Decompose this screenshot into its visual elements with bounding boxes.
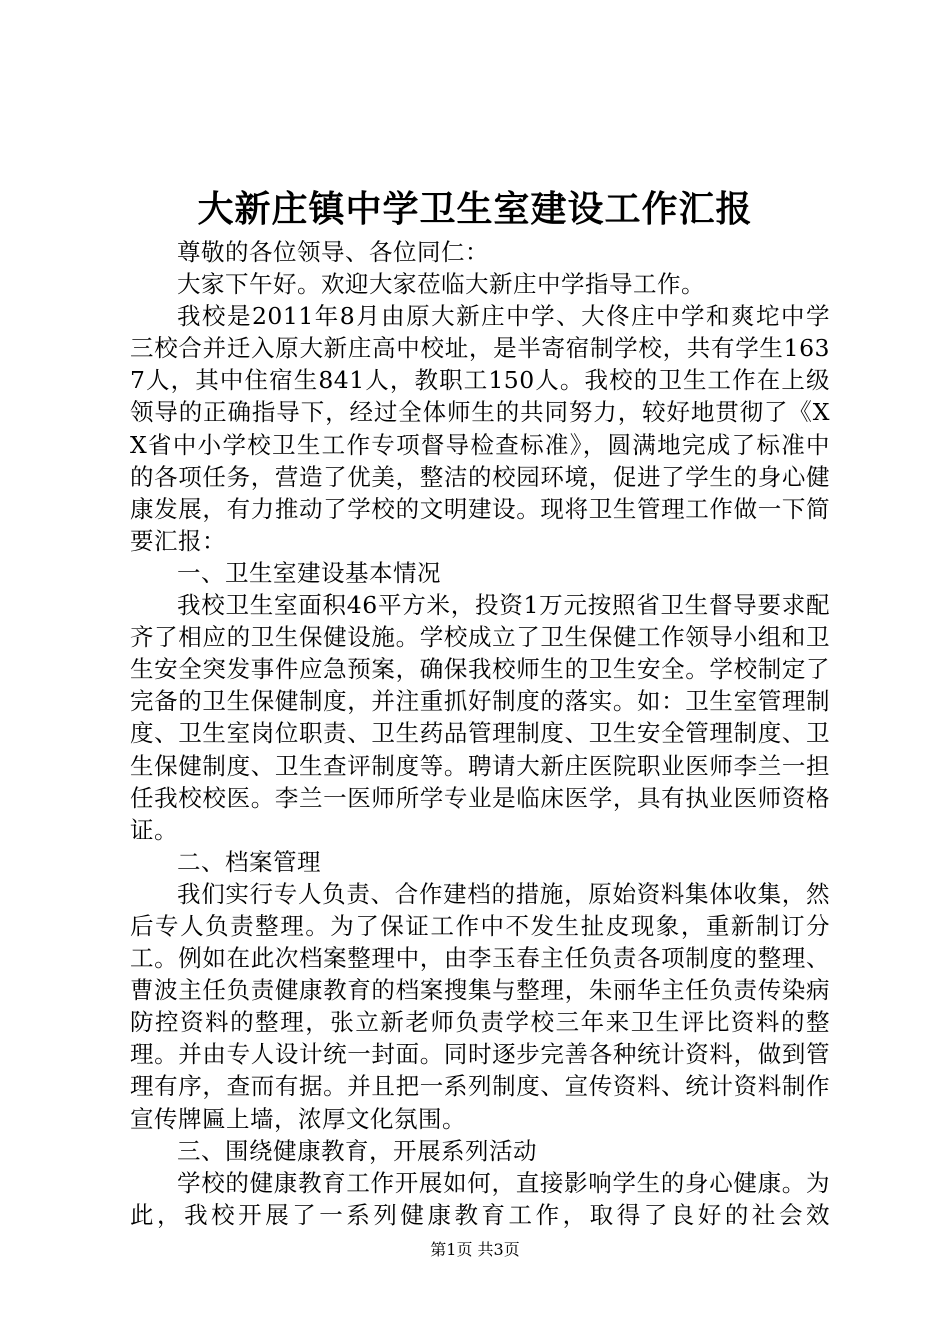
section-heading-health-education: 三、围绕健康教育，开展系列活动	[177, 1136, 537, 1165]
paragraph-school-overview: 我校是2011年8月由原大新庄中学、大佟庄中学和爽坨中学三校合并迁入原大新庄高中校址，是半寄宿制学校，共有学生1637人，其中住宿生841人，教职工150人。我校的卫生工作在上级领导的正确指导下，经过全体师生的共同努力，较好地贯彻了《XX省中小学校卫生工作专项督导检查标准》，圆满地完成了标准中的各项任务，营造了优美，整洁的校园环境，促进了学生的身心健康发展，有力推动了学校的文明建设。现将卫生管理工作做一下简要汇报：	[130, 302, 830, 555]
paragraph-health-education: 学校的健康教育工作开展如何，直接影响学生的身心健康。为此，我校开展了一系列健康教育工作，取得了良好的社会效	[130, 1168, 830, 1229]
section-heading-clinic: 一、卫生室建设基本情况	[177, 558, 441, 587]
paragraph-greeting: 尊敬的各位领导、各位同仁：	[177, 238, 489, 266]
paragraph-welcome: 大家下午好。欢迎大家莅临大新庄中学指导工作。	[177, 270, 705, 299]
section-heading-archives: 二、档案管理	[177, 847, 321, 876]
document-body	[130, 236, 830, 1231]
paragraph-clinic-details: 我校卫生室面积46平方米，投资1万元按照省卫生督导要求配齐了相应的卫生保健设施。学校成立了卫生保健工作领导小组和卫生安全突发事件应急预案，确保我校师生的卫生安全。学校制定了完备的卫生保健制度，并注重抓好制度的落实。如：卫生室管理制度、卫生室岗位职责、卫生药品管理制度、卫生安全管理制度、卫生保健制度、卫生查评制度等。聘请大新庄医院职业医师李兰一担任我校校医。李兰一医师所学专业是临床医学，具有执业医师资格证。	[130, 591, 830, 844]
document-title: 大新庄镇中学卫生室建设工作汇报	[197, 188, 753, 230]
paragraph-archives-details: 我们实行专人负责、合作建档的措施，原始资料集体收集，然后专人负责整理。为了保证工作中不发生扯皮现象，重新制订分工。例如在此次档案整理中，由李玉春主任负责各项制度的整理、曹波主任负责健康教育的档案搜集与整理，朱丽华主任负责传染病防控资料的整理，张立新老师负责学校三年来卫生评比资料的整理。并由专人设计统一封面。同时逐步完善各种统计资料，做到管理有序，查而有据。并且把一系列制度、宣传资料、统计资料制作宣传牌匾上墙，浓厚文化氛围。	[130, 879, 830, 1133]
page-number-footer: 第1页 共3页	[430, 1240, 520, 1259]
